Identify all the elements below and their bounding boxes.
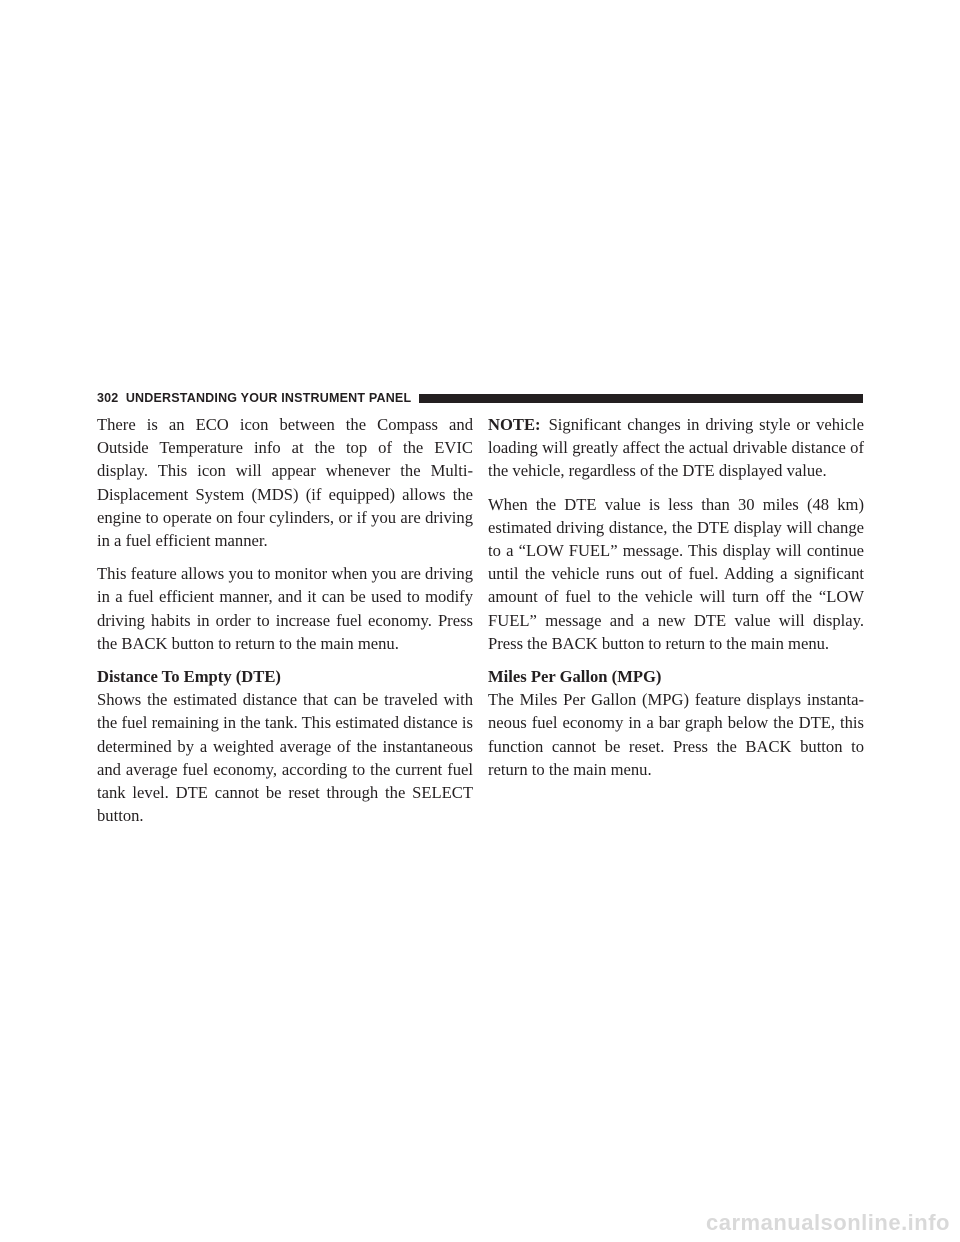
fuel-efficiency-paragraph: This feature allows you to monitor when you are driving in a fuel efficient manner, and it can be used to modify driving habits in order to increase fuel economy. Press the BACK button to return to the main menu. [97, 564, 473, 653]
note-body: Significant changes in driving style or vehicle loading will greatly affect the actual drivable distance of the vehicle, regardless of the DTE displayed value. [488, 415, 864, 481]
note-paragraph [488, 413, 864, 483]
mpg-paragraph: The Miles Per Gallon (MPG) feature displays instanta-neous fuel economy in a bar graph below the DTE, this function cannot be reset. Press the BACK button to return to the main menu. [488, 690, 864, 779]
right-column [488, 413, 864, 791]
header-spacer [118, 391, 125, 405]
section-title: UNDERSTANDING YOUR INSTRUMENT PANEL [125, 391, 412, 405]
header-rule [419, 394, 863, 403]
left-column [97, 413, 473, 837]
site-watermark: carmanualsonline.info [706, 1210, 950, 1235]
dte-heading: Distance To Empty (DTE) [97, 667, 281, 687]
dte-paragraph: Shows the estimated distance that can be traveled with the fuel remaining in the tank. This estimated distance is determined by a weighted average of the instantaneous and average fuel economy, according to the current fuel tank level. DTE cannot be reset through the SELECT button. [97, 690, 473, 826]
mpg-heading: Miles Per Gallon (MPG) [488, 667, 662, 687]
page-header [97, 390, 863, 406]
page-number: 302 [97, 391, 119, 405]
note-label: NOTE: [488, 415, 541, 434]
eco-icon-paragraph: There is an ECO icon between the Compass and Outside Temperature info at the top of the EVIC display. This icon will appear whenever the Multi-Displacement System (MDS) (if equipped) allows the engine to operate on four cylinders, or if you are driving in a fuel efficient manner. [97, 415, 473, 551]
low-fuel-paragraph: When the DTE value is less than 30 miles (48 km) estimated driving distance, the DTE display will change to a “LOW FUEL” message. This display will continue until the vehicle runs out of fuel. Adding a significant amount of fuel to the vehicle will turn off the “LOW FUEL” message and a new DTE value will display. Press the BACK button to return to the main menu. [488, 494, 864, 653]
